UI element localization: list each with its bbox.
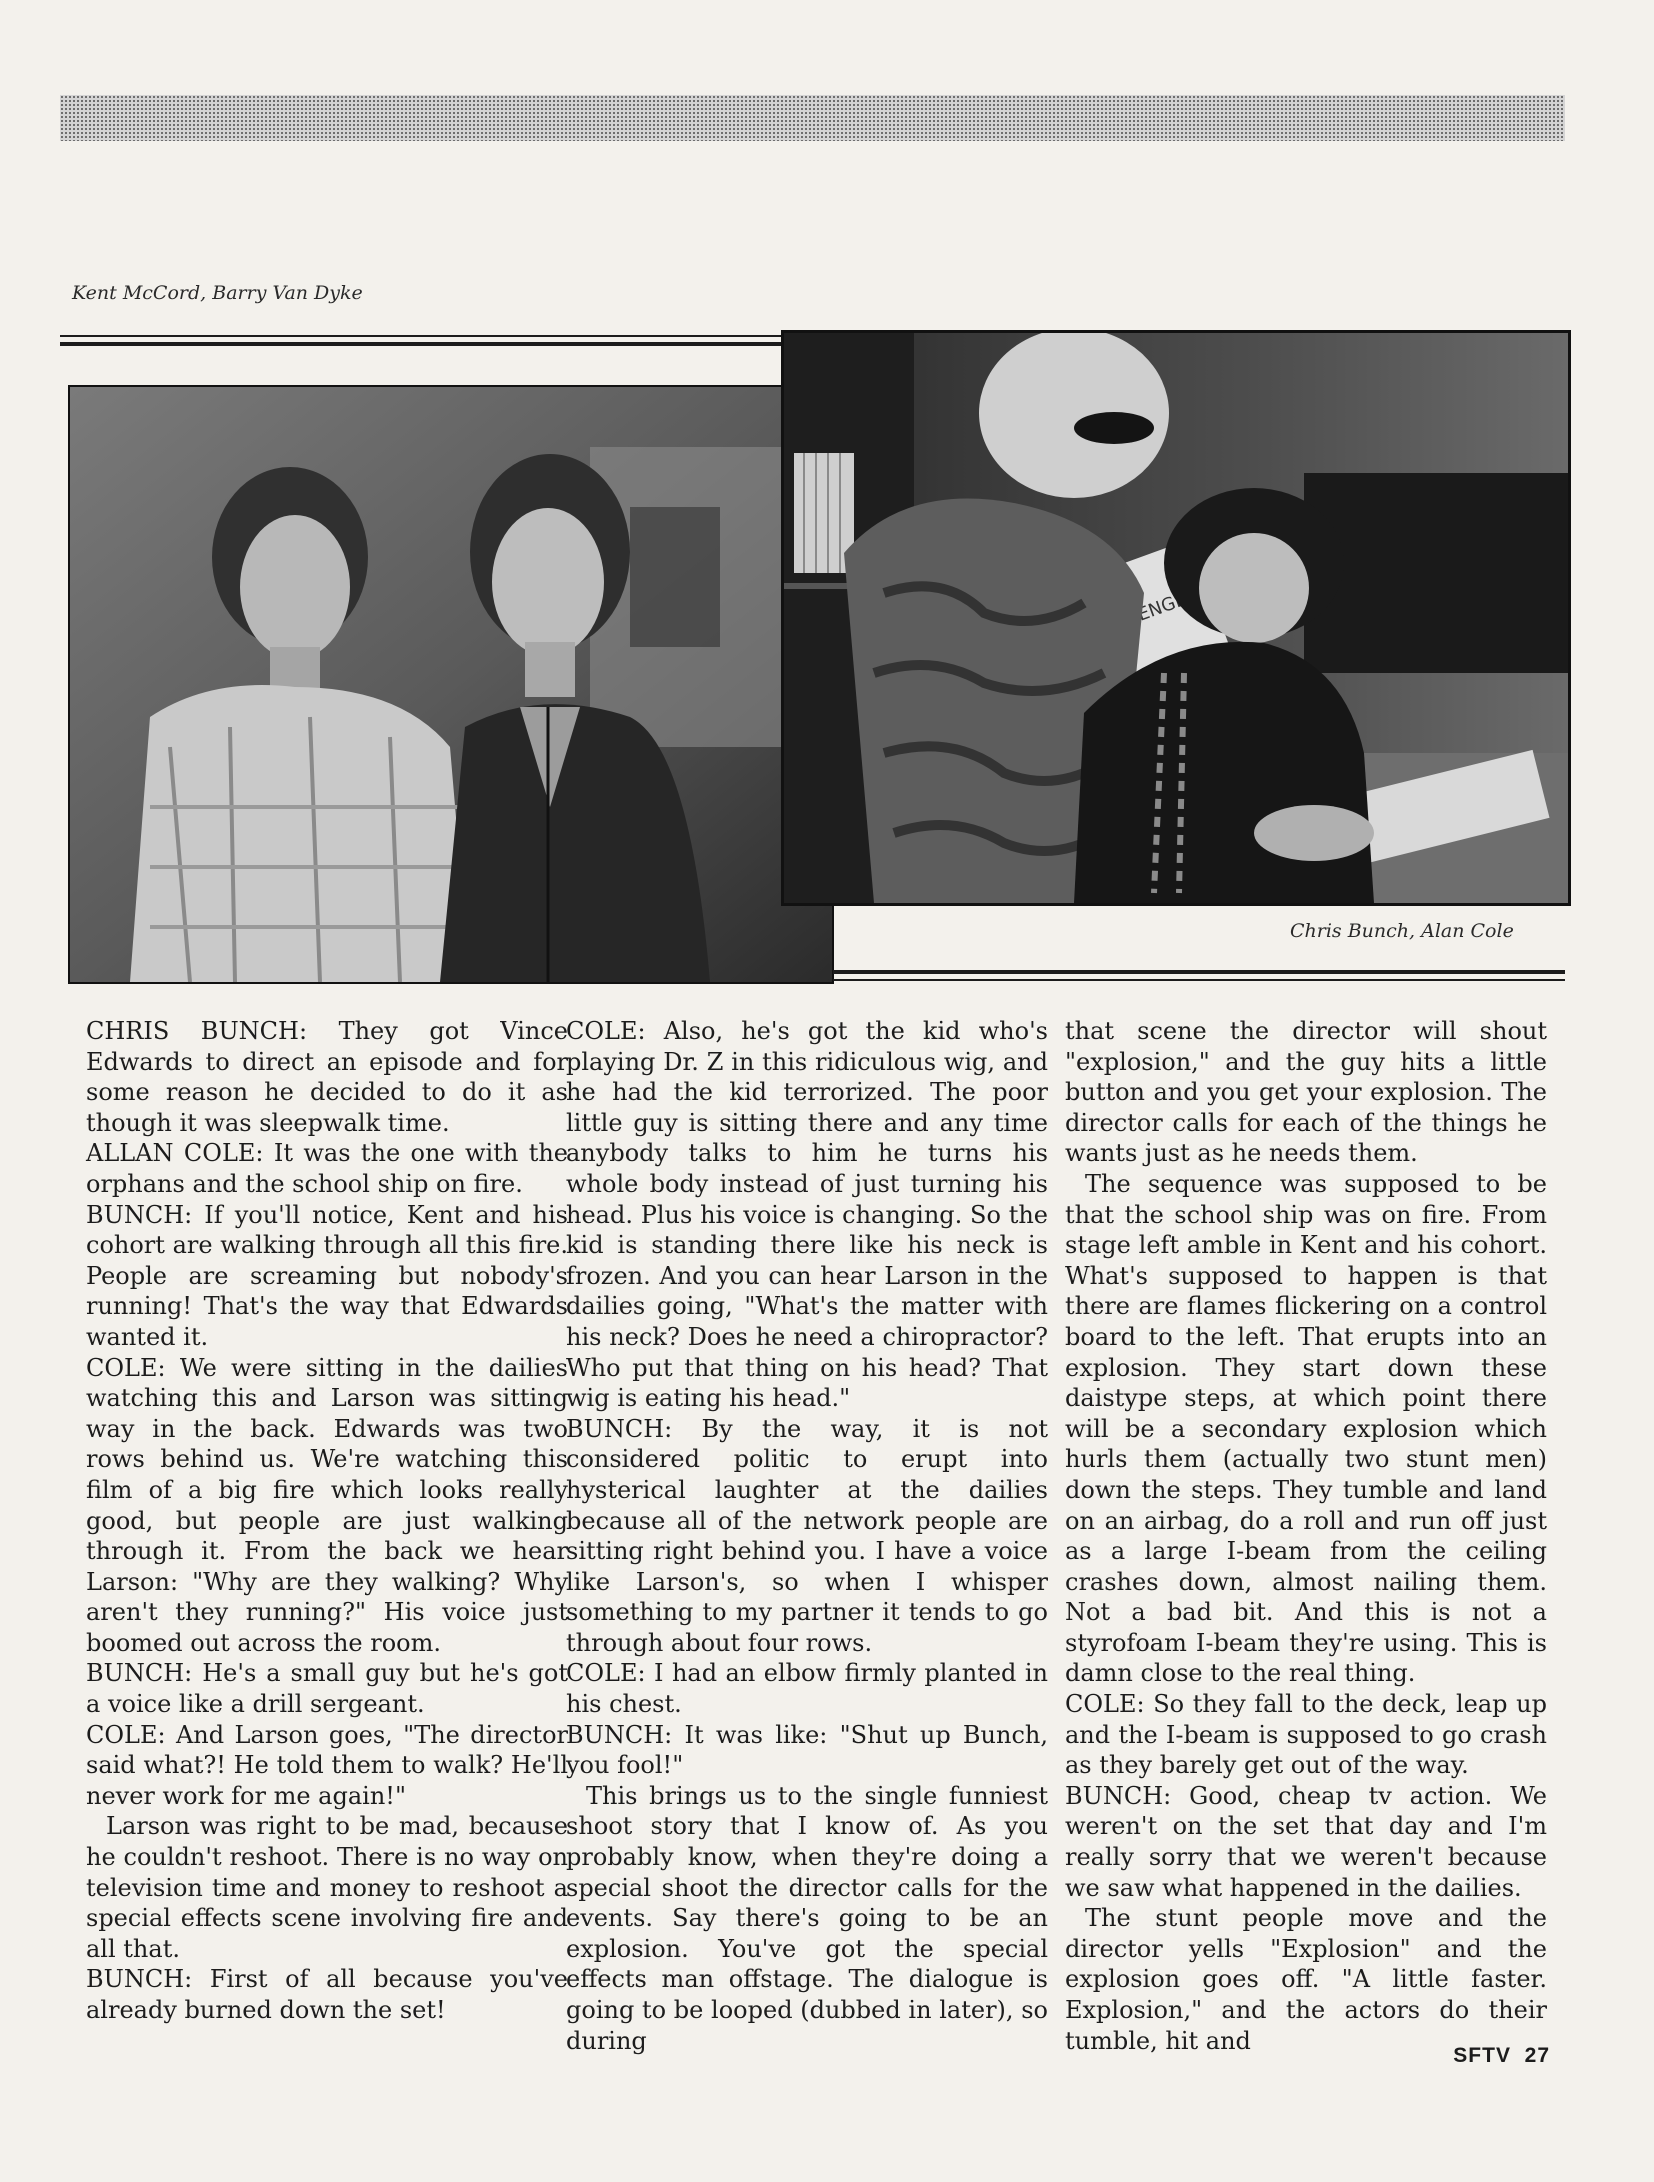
article-paragraph: BUNCH: He's a small guy but he's got a voice like a drill sergeant. [86,1659,568,1719]
article-paragraph: Larson was right to be mad, because he couldn't reshoot. There is no way on television time and money to reshoot a special effects scene involving fire and all that. [86,1812,568,1963]
article-paragraph: BUNCH: Good, cheap tv action. We weren't on the set that day and I'm really sorry that we weren't because we saw what happened in the dailies. [1065,1781,1547,1902]
right-photo-caption: Chris Bunch, Alan Cole [1290,920,1514,942]
article-column-1 [86,1016,568,2026]
page-number: 27 [1524,2044,1550,2067]
article-paragraph: COLE: We were sitting in the dailies watching this and Larson was sitting way in the back. Edwards was two rows behind us. We're watching this film of a big fire which looks really good, but people are just walking through it. From the back we hear Larson: "Why are they walking? Why aren't they running?" His voice just boomed out across the room. [86,1353,568,1657]
rule-top-left-thin [60,335,785,337]
halftone-header-band [60,95,1565,141]
article-paragraph: BUNCH: If you'll notice, Kent and his cohort are walking through all this fire. People are screaming but nobody's running! That's the way that Edwards wanted it. [86,1200,568,1351]
article-paragraph: BUNCH: By the way, it is not considered politic to erupt into hysterical laughter at the dailies because all of the network people are sitting right behind you. I have a voice like Larson's, so when I whisper something to my partner it tends to go through about four rows. [566,1414,1048,1657]
article-paragraph: COLE: I had an elbow firmly planted in his chest. [566,1659,1048,1719]
article-paragraph: COLE: And Larson goes, "The director said what?! He told them to walk? He'll never work for me again!" [86,1720,568,1810]
article-paragraph: CHRIS BUNCH: They got Vince Edwards to direct an episode and for some reason he decided to do it as though it was sleepwalk time. [86,1017,568,1137]
magazine-name: SFTV [1453,2044,1511,2067]
article-paragraph: BUNCH: First of all because you've already burned down the set! [86,1965,568,2024]
article-paragraph: COLE: Also, he's got the kid who's playing Dr. Z in this ridiculous wig, and he had the kid terrorized. The poor little guy is sitting there and any time anybody talks to him he turns his whole body instead of just turning his head. Plus his voice is changing. So the kid is standing there like his neck is frozen. And you can hear Larson in the dailies going, "What's the matter with his neck? Does he need a chiropractor? Who put that thing on his head? That wig is eating his head." [566,1017,1048,1413]
page-footer [1453,2044,1550,2068]
article-paragraph: BUNCH: It was like: "Shut up Bunch, you fool!" [566,1720,1048,1780]
article-column-2 [566,1016,1048,2056]
rule-top-left-thick [60,342,785,346]
article-paragraph: The stunt people move and the director yells "Explosion" and the explosion goes off. "A little faster. Explosion," and the actors do their tumble, hit and [1065,1904,1547,2055]
article-column-3 [1065,1016,1547,2056]
right-photo [781,330,1571,906]
left-photo [68,385,834,984]
article-paragraph: ALLAN COLE: It was the one with the orphans and the school ship on fire. [86,1139,568,1198]
article-paragraph: that scene the director will shout "explosion," and the guy hits a little button and you get your explosion. The director calls for each of the things he wants just as he needs them. [1065,1017,1547,1168]
rule-bottom-right-thick [833,970,1565,974]
article-paragraph: COLE: So they fall to the deck, leap up and the I-beam is supposed to go crash as they barely get out of the way. [1065,1690,1547,1780]
article-paragraph: This brings us to the single funniest shoot story that I know of. As you probably know, when they're doing a special shoot the director calls for the events. Say there's going to be an explosion. You've got the special effects man offstage. The dialogue is going to be looped (dubbed in later), so during [566,1781,1048,2055]
left-photo-caption: Kent McCord, Barry Van Dyke [72,282,363,304]
rule-bottom-right-thin [833,979,1565,981]
article-paragraph: The sequence was supposed to be that the school ship was on fire. From stage left amble in Kent and his cohort. What's supposed to happen is that there are flames flickering on a control board to the left. That erupts into an explosion. They start down these daistype steps, at which point there will be a secondary explosion which hurls them (actually two stunt men) down the steps. They tumble and land on an airbag, do a roll and run off just as a large I-beam from the ceiling crashes down, almost nailing them. Not a bad bit. And this is not a styrofoam I-beam they're using. This is damn close to the real thing. [1065,1169,1547,1688]
